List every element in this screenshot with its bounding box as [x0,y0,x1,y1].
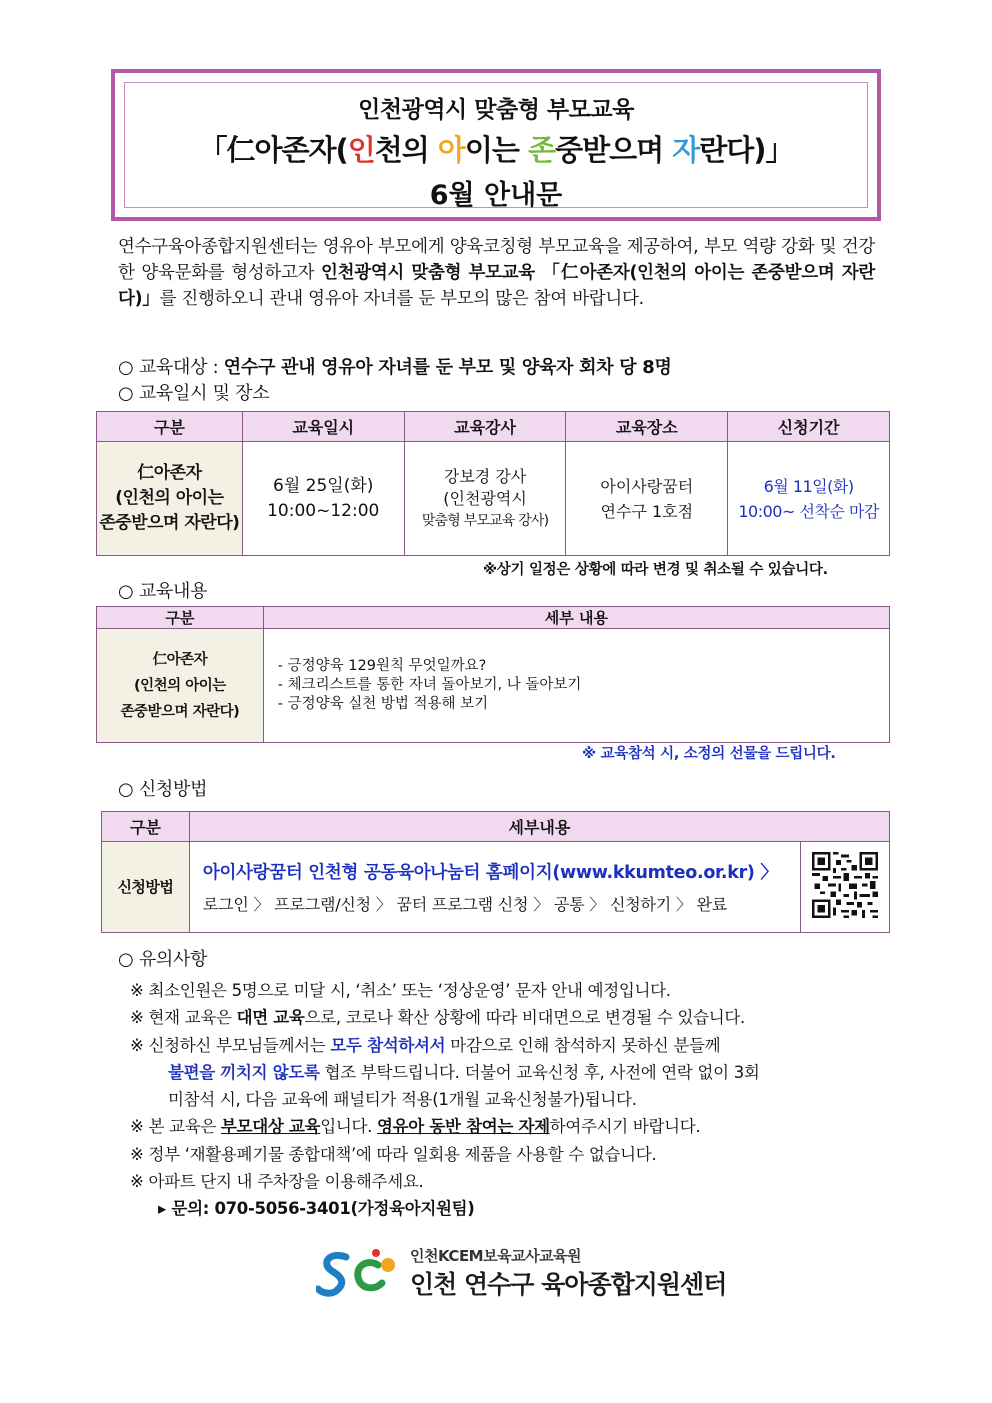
apply-detail-cell [189,842,800,933]
apply-label: ○ 신청방법 [118,779,208,800]
schedule-header: 교육장소 [566,412,728,442]
notice-item: ※ 아파트 단지 내 주차장을 이용해주세요. [130,1172,424,1192]
schedule-header: 교육일시 [242,412,404,442]
date-cell: 6월 25일(화) 10:00~12:00 [242,442,404,556]
title-line-1: 인천광역시 맞춤형 부모교육 [358,97,634,123]
contact-info: ▸ 문의: 070-5056-3401(가정육아지원팀) [158,1199,475,1219]
schedule-note: ※상기 일정은 상황에 따라 변경 및 취소될 수 있습니다. [483,562,828,578]
schedule-header: 교육강사 [404,412,566,442]
schedule-header: 신청기간 [728,412,890,442]
gift-note: ※ 교육참석 시, 소정의 선물을 드립니다. [582,746,836,762]
contents-header: 구분 [97,607,264,629]
list-item: - 체크리스트를 통한 자녀 돌아보기, 나 돌아보기 [277,677,582,693]
program-name-cell: 仁아존자 (인천의 아이는 존중받으며 자란다) [97,629,264,743]
homepage-link[interactable]: 아이사랑꿈터 인천형 공동육아나눔터 홈페이지(www.kkumteo.or.kr) 〉 [202,863,778,883]
qr-code-cell [801,842,890,933]
notice-label: ○ 유의사항 [118,949,208,970]
notice-item-continued: 미참석 시, 다음 교육에 패널티가 적용(1개월 교육신청불가)됩니다. [168,1090,637,1110]
place-cell: 아이사랑꿈터 연수구 1호점 [566,442,728,556]
apply-header: 구분 [102,812,190,842]
target-line: ○ 교육대상 : 연수구 관내 영유아 자녀를 둔 부모 및 양육자 회차 당 8명 [118,357,672,378]
title-box [111,69,881,221]
schedule-header: 구분 [97,412,243,442]
center-logo [316,1243,736,1303]
title-line-3: 6월 안내문 [429,180,563,211]
title-line-2: 「仁아존자(인천의 아이는 존중받으며 자란다)」 [198,133,794,167]
notice-item-continued: 불편을 끼치지 않도록 협조 부탁드립니다. 더불어 교육신청 후, 사전에 연락 없이 3회 [168,1062,760,1082]
notice-item: ※ 현재 교육은 대면 교육으로, 코로나 확산 상황에 따라 비대면으로 변경될 수 있습니다. [130,1008,746,1028]
logo-subtitle: 인천KCEM보육교사교육원 [410,1247,582,1265]
contents-detail-cell [263,629,889,743]
apply-header: 세부내용 [189,812,889,842]
contents-table [96,606,890,743]
content-label: ○ 교육내용 [118,581,208,602]
program-name-cell: 仁아존자 (인천의 아이는 존중받으며 자란다) [97,442,243,556]
notice-item: ※ 본 교육은 부모대상 교육입니다. 영유아 동반 참여는 자제하여주시기 바랍니다. [130,1117,701,1137]
datetime-label: ○ 교육일시 및 장소 [118,383,270,404]
qr-code-icon[interactable] [809,852,881,918]
notice-item: ※ 최소인원은 5명으로 미달 시, ‘취소’ 또는 ‘정상운영’ 문자 안내 예정입니다. [130,981,671,1000]
title-inner-border [124,82,868,211]
list-item: - 긍정양육 129원칙 무엇일까요? [277,658,487,674]
notice-list [130,977,870,1223]
list-item: - 긍정양육 실천 방법 적용해 보기 [277,696,489,712]
logo-title: 인천 연수구 육아종합지원센터 [410,1270,727,1299]
instructor-cell: 강보경 강사 (인천광역시 맞춤형 부모교육 강사) [404,442,566,556]
contents-header: 세부 내용 [263,607,889,629]
notice-item: ※ 정부 ‘재활용폐기물 종합대책’에 따라 일회용 제품을 사용할 수 없습니다. [130,1144,657,1164]
apply-row-label: 신청방법 [102,842,190,933]
period-cell: 6월 11일(화) 10:00~ 선착순 마감 [728,442,890,556]
sc-logo-icon [316,1243,404,1301]
apply-steps: 로그인 〉 프로그램/신청 〉 꿈터 프로그램 신청 〉 공통 〉 신청하기 〉 완료 [202,895,728,914]
intro-paragraph: 연수구육아종합지원센터는 영유아 부모에게 양육코칭형 부모교육을 제공하여, 부모 역량 강화 및 건강한 양육문화를 형성하고자 인천광역시 맞춤형 부모교육 「仁아존자(인천의 아이는 존중받으며 자란다)」를 진행하오니 관내 영유아 자녀를 둔 부모의 많은 참여 바랍니다. [118,237,875,309]
notice-item: ※ 신청하신 부모님들께서는 모두 참석하셔서 마감으로 인해 참석하지 못하신 분들께 [130,1035,721,1055]
apply-table [101,811,890,933]
schedule-table [96,411,890,556]
